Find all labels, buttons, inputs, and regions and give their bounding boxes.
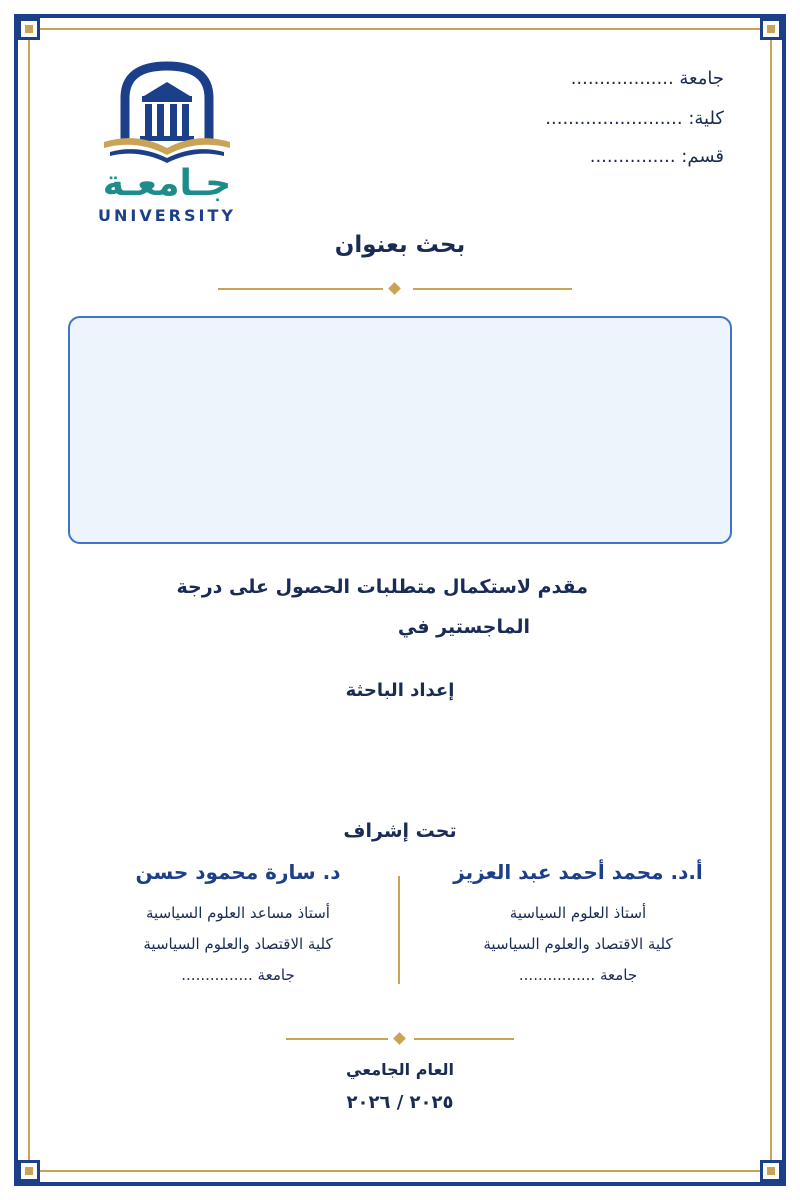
title-divider [218, 282, 572, 296]
prepared-by-label: إعداد الباحثة [345, 680, 455, 701]
department-field: قسم: ............... [589, 146, 724, 167]
supervisor-university: جامعة ............... [181, 966, 295, 984]
degree-purpose-line-1: مقدم لاستكمال متطلبات الحصول على درجة [176, 576, 588, 598]
supervisor-name: د. سارة محمود حسن [135, 860, 341, 884]
supervisor-card-primary [438, 860, 718, 991]
corner-ornament-bottom-left [18, 1160, 40, 1182]
thesis-title-box [68, 316, 732, 544]
corner-ornament-top-right [760, 18, 782, 40]
supervisor-card-secondary [98, 860, 378, 991]
university-building-book-icon [92, 58, 242, 166]
diamond-ornament-icon [388, 282, 401, 295]
logo-arabic-text: جـامعـة [102, 163, 232, 204]
supervisor-faculty: كلية الاقتصاد والعلوم السياسية [143, 935, 333, 953]
degree-purpose-line-2: الماجستير في [397, 616, 530, 638]
corner-ornament-top-left [18, 18, 40, 40]
academic-year-value: ٢٠٢٥ / ٢٠٢٦ [346, 1092, 454, 1113]
supervisor-faculty: كلية الاقتصاد والعلوم السياسية [483, 935, 673, 953]
supervisor-university: جامعة ................ [518, 966, 638, 984]
supervisor-position: أستاذ مساعد العلوم السياسية [146, 904, 330, 922]
supervisor-name: أ.د. محمد أحمد عبد العزيز [453, 860, 703, 884]
college-field: كلية: ........................ [545, 108, 724, 129]
corner-ornament-bottom-right [760, 1160, 782, 1182]
academic-year-label: العام الجامعي [346, 1060, 454, 1079]
supervisor-position: أستاذ العلوم السياسية [509, 904, 647, 922]
document-title: بحث بعنوان [334, 232, 466, 258]
supervisors-separator [398, 876, 400, 984]
supervision-heading: تحت إشراف [343, 820, 457, 842]
footer-divider [286, 1032, 514, 1046]
university-logo [92, 58, 242, 228]
university-field: جامعة .................. [570, 68, 724, 89]
diamond-ornament-icon [393, 1032, 406, 1045]
logo-english-text: UNIVERSITY [98, 206, 236, 225]
